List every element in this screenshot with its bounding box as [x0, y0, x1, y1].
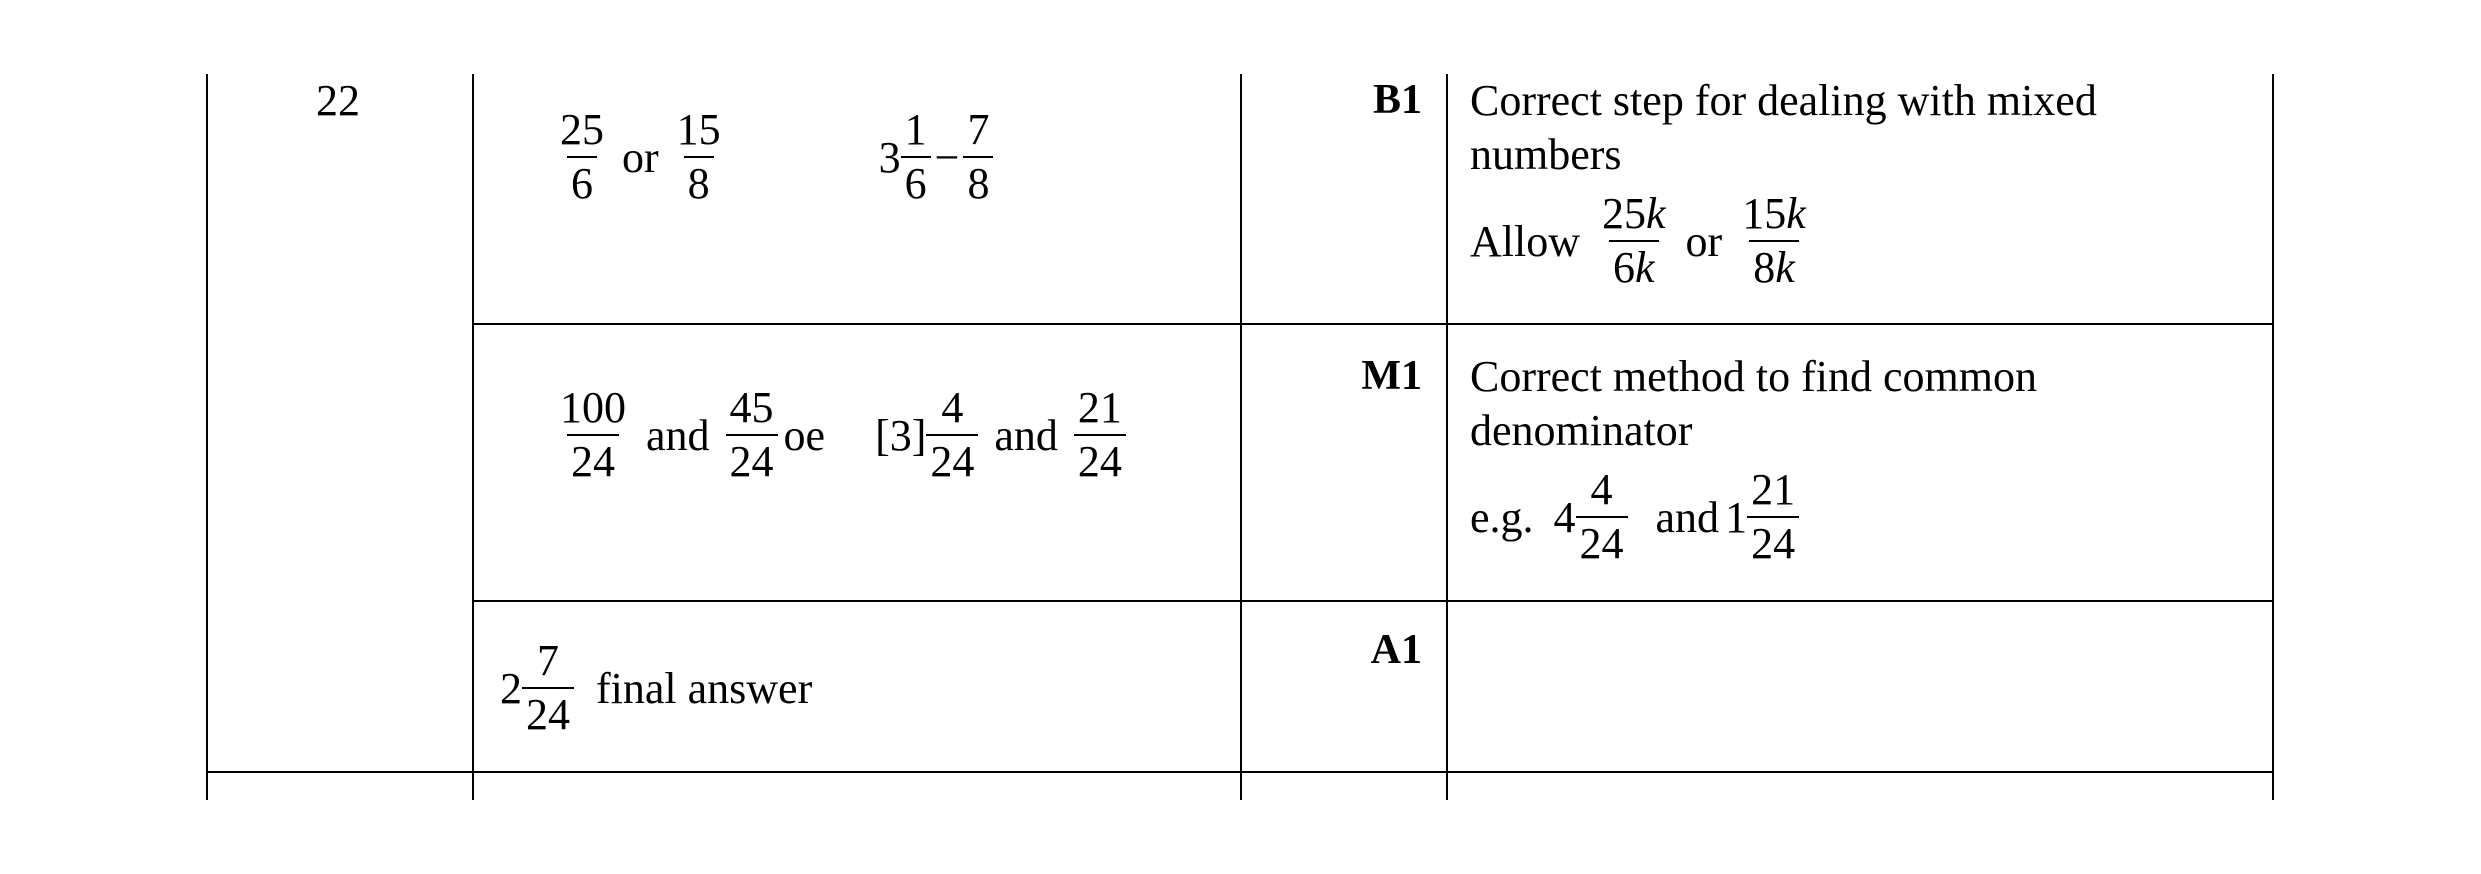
fraction: $\frac{1}{6}$ — [901, 107, 931, 207]
bracket-whole: [3] — [875, 410, 927, 460]
question-number: 22 — [316, 76, 360, 125]
and-word: and — [994, 410, 1058, 460]
row2-working — [552, 380, 1130, 490]
fraction: $\frac{4}{24}$ — [1576, 467, 1628, 567]
mark-a1: A1 — [1370, 627, 1422, 673]
mixed-whole: 1 — [1725, 492, 1748, 542]
minus-sign: − — [934, 132, 960, 182]
fraction: $\frac{45}{24}$ — [726, 385, 778, 485]
and-word: and — [1655, 492, 1720, 542]
table-divider-mark — [1446, 74, 1448, 800]
fraction: $\frac{21}{24}$ — [1074, 385, 1126, 485]
allow-word: Allow — [1470, 216, 1580, 266]
fraction: $\frac{21}{24}$ — [1747, 467, 1799, 567]
table-bottom-border — [206, 771, 2274, 773]
row2-example-line — [1470, 462, 1803, 572]
row1-note-line1: Correct step for dealing with mixed — [1470, 76, 2097, 125]
mark-b1: B1 — [1372, 77, 1422, 123]
row3-working — [500, 633, 812, 743]
row2-note-line1: Correct method to find common — [1470, 352, 2037, 401]
oe-word: oe — [783, 410, 826, 460]
mixed-whole: 3 — [878, 132, 901, 182]
or-word: or — [622, 132, 659, 182]
row2-note-line2: denominator — [1470, 406, 1693, 455]
row-divider-1 — [472, 323, 2274, 325]
mixed-whole: 2 — [500, 663, 522, 713]
fraction: $\frac{25k}{6k}$ — [1602, 189, 1666, 292]
final-answer-label: final answer — [596, 663, 813, 713]
fraction: $\frac{25}{6}$ — [560, 105, 604, 208]
table-divider-working — [1240, 74, 1242, 800]
or-word: or — [1685, 216, 1723, 266]
table-border-left — [206, 74, 208, 800]
table-border-right — [2272, 74, 2274, 800]
table-divider-question — [472, 74, 474, 800]
fraction: $\frac{15k}{8k}$ — [1742, 189, 1806, 292]
row1-allow-line — [1470, 186, 1814, 296]
and-word: and — [646, 410, 710, 460]
row1-note-line2: numbers — [1470, 130, 1622, 179]
fraction: $\frac{4}{24}$ — [926, 385, 978, 485]
mark-m1: M1 — [1361, 353, 1422, 399]
row-divider-2 — [472, 600, 2274, 602]
fraction: $\frac{7}{24}$ — [522, 638, 574, 738]
mixed-whole: 4 — [1553, 492, 1576, 542]
row1-working — [552, 102, 997, 212]
fraction: $\frac{100}{24}$ — [560, 383, 626, 486]
fraction: $\frac{15}{8}$ — [676, 105, 721, 208]
eg-word: e.g. — [1470, 492, 1534, 542]
fraction: $\frac{7}{8}$ — [963, 107, 993, 207]
